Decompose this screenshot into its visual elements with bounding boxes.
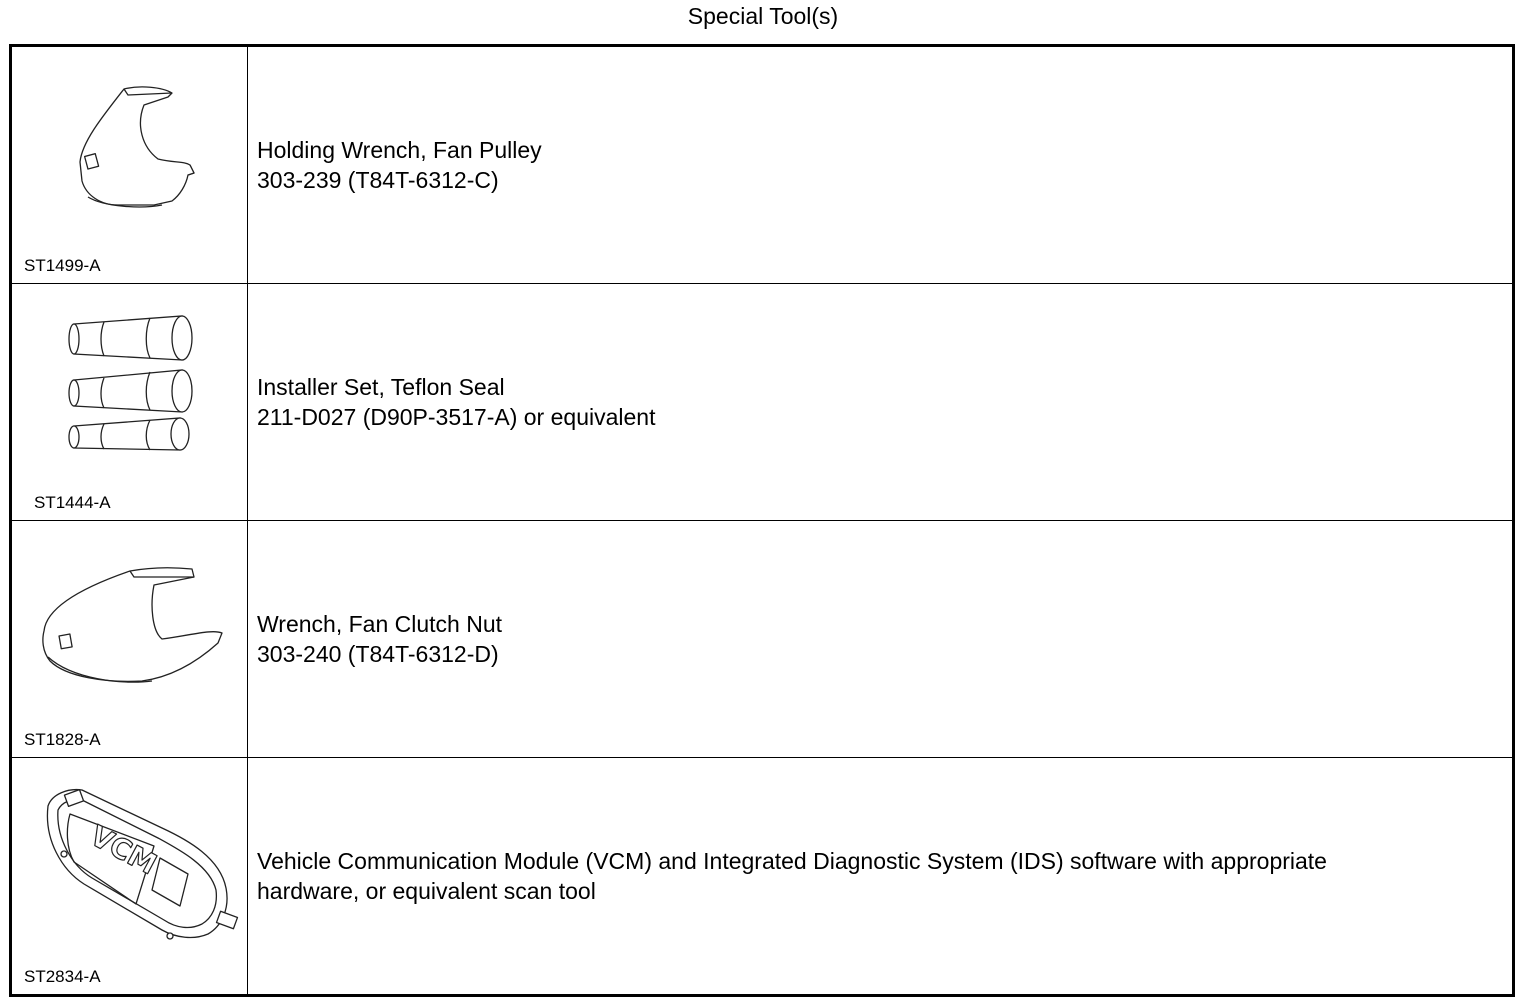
installer-set-icon — [12, 284, 248, 520]
table-row — [12, 521, 1512, 758]
vcm-module-icon — [12, 758, 248, 994]
holding-wrench-icon — [12, 47, 248, 283]
tool-name: Vehicle Communication Module (VCM) and Integrated Diagnostic System (IDS) software with appropriate — [257, 848, 1327, 874]
tool-description — [248, 521, 1512, 757]
tool-code: ST1499-A — [24, 256, 101, 275]
tool-number: 211-D027 (D90P-3517-A) or equivalent — [257, 404, 656, 430]
tool-image-cell — [12, 521, 248, 757]
tool-number: 303-240 (T84T-6312-D) — [257, 641, 499, 667]
table-row — [12, 47, 1512, 284]
tool-code: ST2834-A — [24, 967, 101, 986]
special-tools-table — [9, 44, 1515, 997]
tool-number: hardware, or equivalent scan tool — [257, 878, 596, 904]
tool-number: 303-239 (T84T-6312-C) — [257, 167, 499, 193]
tool-code: ST1444-A — [34, 493, 111, 512]
tool-name: Holding Wrench, Fan Pulley — [257, 137, 542, 163]
tool-description — [248, 758, 1512, 994]
table-row — [12, 758, 1512, 994]
fan-clutch-wrench-icon — [12, 521, 248, 757]
tool-description — [248, 284, 1512, 520]
tool-image-cell — [12, 284, 248, 520]
table-row — [12, 284, 1512, 521]
tool-image-cell — [12, 758, 248, 994]
tool-description — [248, 47, 1512, 283]
tool-name: Wrench, Fan Clutch Nut — [257, 611, 503, 637]
tool-code: ST1828-A — [24, 730, 101, 749]
tool-name: Installer Set, Teflon Seal — [257, 374, 505, 400]
page-title: Special Tool(s) — [687, 3, 839, 29]
tool-image-cell — [12, 47, 248, 283]
svg-text:VCM: VCM — [84, 819, 163, 882]
